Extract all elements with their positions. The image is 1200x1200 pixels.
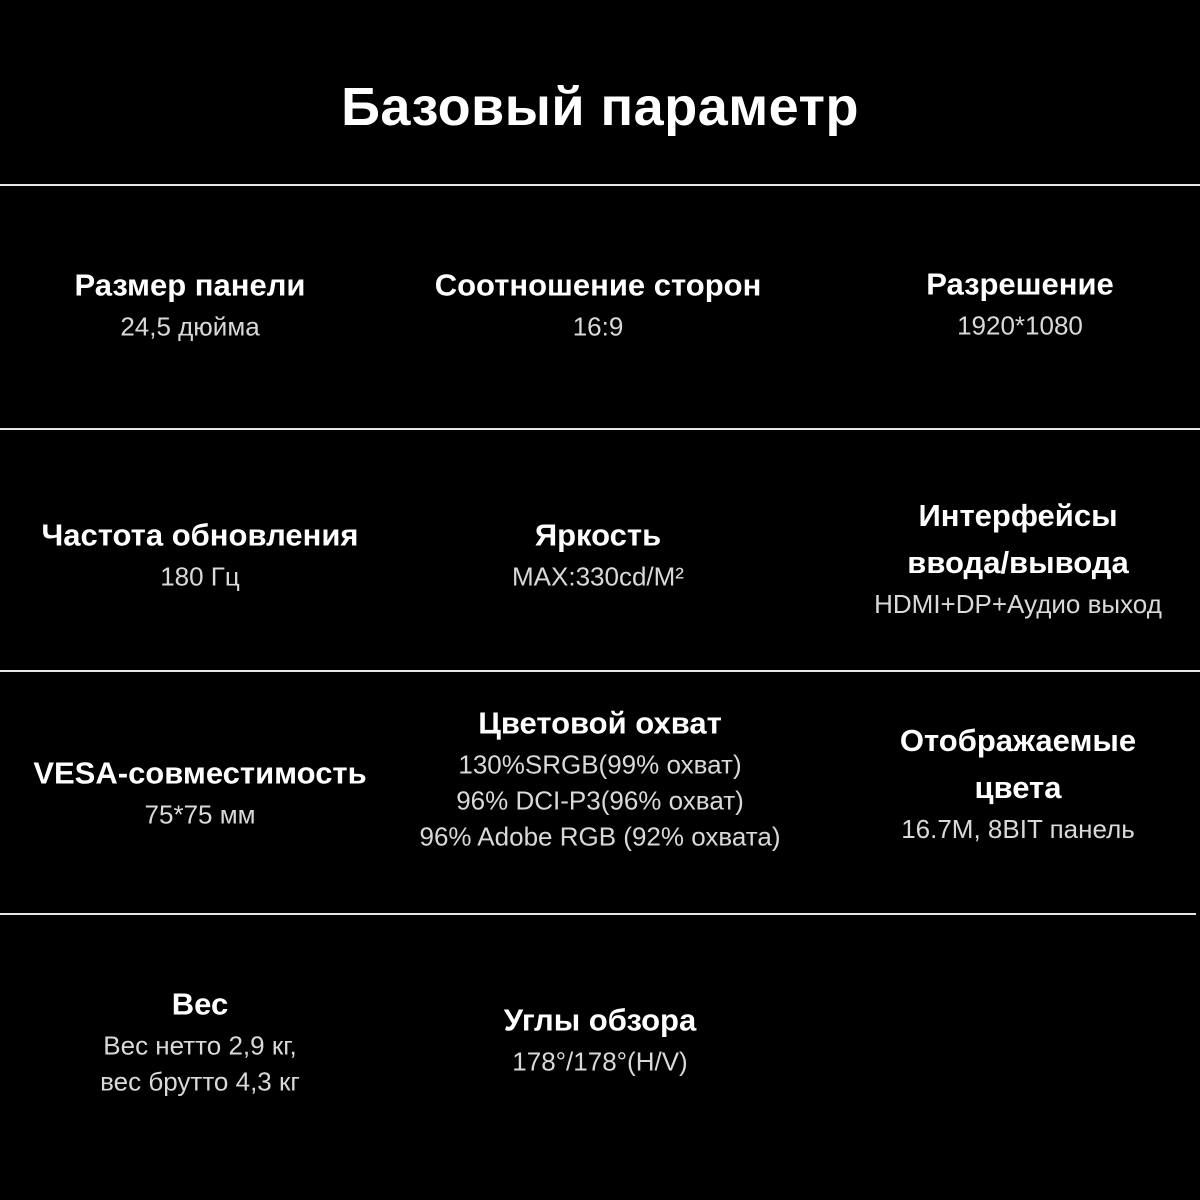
spec-value	[20, 559, 380, 595]
spec-value-line: 96% DCI-P3(96% охват)	[456, 785, 744, 816]
spec-label	[838, 717, 1198, 811]
spec-label	[808, 492, 1200, 586]
page-title: Базовый параметр	[341, 77, 859, 137]
row-divider	[0, 184, 1200, 186]
spec-value-line: 75*75 мм	[144, 799, 256, 830]
spec-label: VESA-совместимость	[33, 755, 367, 791]
spec-value-line: 130%SRGB(99% охват)	[458, 749, 742, 780]
spec-value	[420, 1044, 780, 1080]
spec-value	[20, 1028, 380, 1100]
spec-label: Разрешение	[926, 266, 1114, 302]
spec-viewing-angles	[420, 997, 780, 1080]
spec-value-line: 178°/178°(H/V)	[512, 1046, 688, 1077]
spec-label: Яркость	[534, 517, 662, 553]
spec-vesa	[20, 750, 380, 833]
spec-value	[838, 811, 1198, 847]
spec-value	[418, 559, 778, 595]
spec-value	[10, 309, 370, 345]
spec-brightness	[418, 512, 778, 595]
spec-value-line: 1920*1080	[957, 310, 1083, 341]
spec-value	[840, 308, 1200, 344]
spec-value-line: 96% Adobe RGB (92% охвата)	[419, 821, 781, 852]
spec-value	[808, 586, 1200, 622]
spec-value-line: HDMI+DP+Аудио выход	[874, 589, 1162, 619]
spec-label: Частота обновления	[41, 517, 359, 553]
spec-refresh-rate	[20, 512, 380, 595]
row-divider	[0, 670, 1200, 672]
spec-panel-size	[10, 262, 370, 345]
row-divider	[0, 913, 1196, 915]
spec-weight	[20, 981, 380, 1100]
spec-label-line: цвета	[974, 770, 1062, 805]
spec-color-gamut	[390, 700, 810, 855]
spec-label-line: Интерфейсы	[918, 498, 1118, 533]
spec-io-interfaces	[808, 492, 1200, 622]
spec-value-line: вес брутто 4,3 кг	[100, 1066, 300, 1097]
spec-value-line: 24,5 дюйма	[120, 311, 260, 342]
spec-label: Соотношение сторон	[434, 267, 762, 303]
spec-value-line: 16.7M, 8BIT панель	[901, 814, 1135, 844]
spec-label: Цветовой охват	[478, 705, 722, 741]
spec-value	[418, 309, 778, 345]
spec-value-line: Вес нетто 2,9 кг,	[103, 1030, 297, 1061]
spec-value-line: MAX:330cd/M²	[512, 561, 684, 592]
spec-value-line: 16:9	[572, 311, 624, 342]
spec-value	[390, 747, 810, 855]
spec-resolution	[840, 261, 1200, 344]
spec-value	[20, 797, 380, 833]
spec-label: Углы обзора	[503, 1002, 697, 1038]
spec-label-line: Отображаемые	[899, 723, 1137, 758]
spec-label: Вес	[171, 986, 229, 1022]
spec-value-line: 180 Гц	[160, 561, 240, 592]
spec-aspect-ratio	[418, 262, 778, 345]
spec-label: Размер панели	[74, 267, 306, 303]
row-divider	[0, 428, 1200, 430]
spec-display-colors	[838, 717, 1198, 847]
spec-label-line: ввода/вывода	[907, 545, 1129, 580]
